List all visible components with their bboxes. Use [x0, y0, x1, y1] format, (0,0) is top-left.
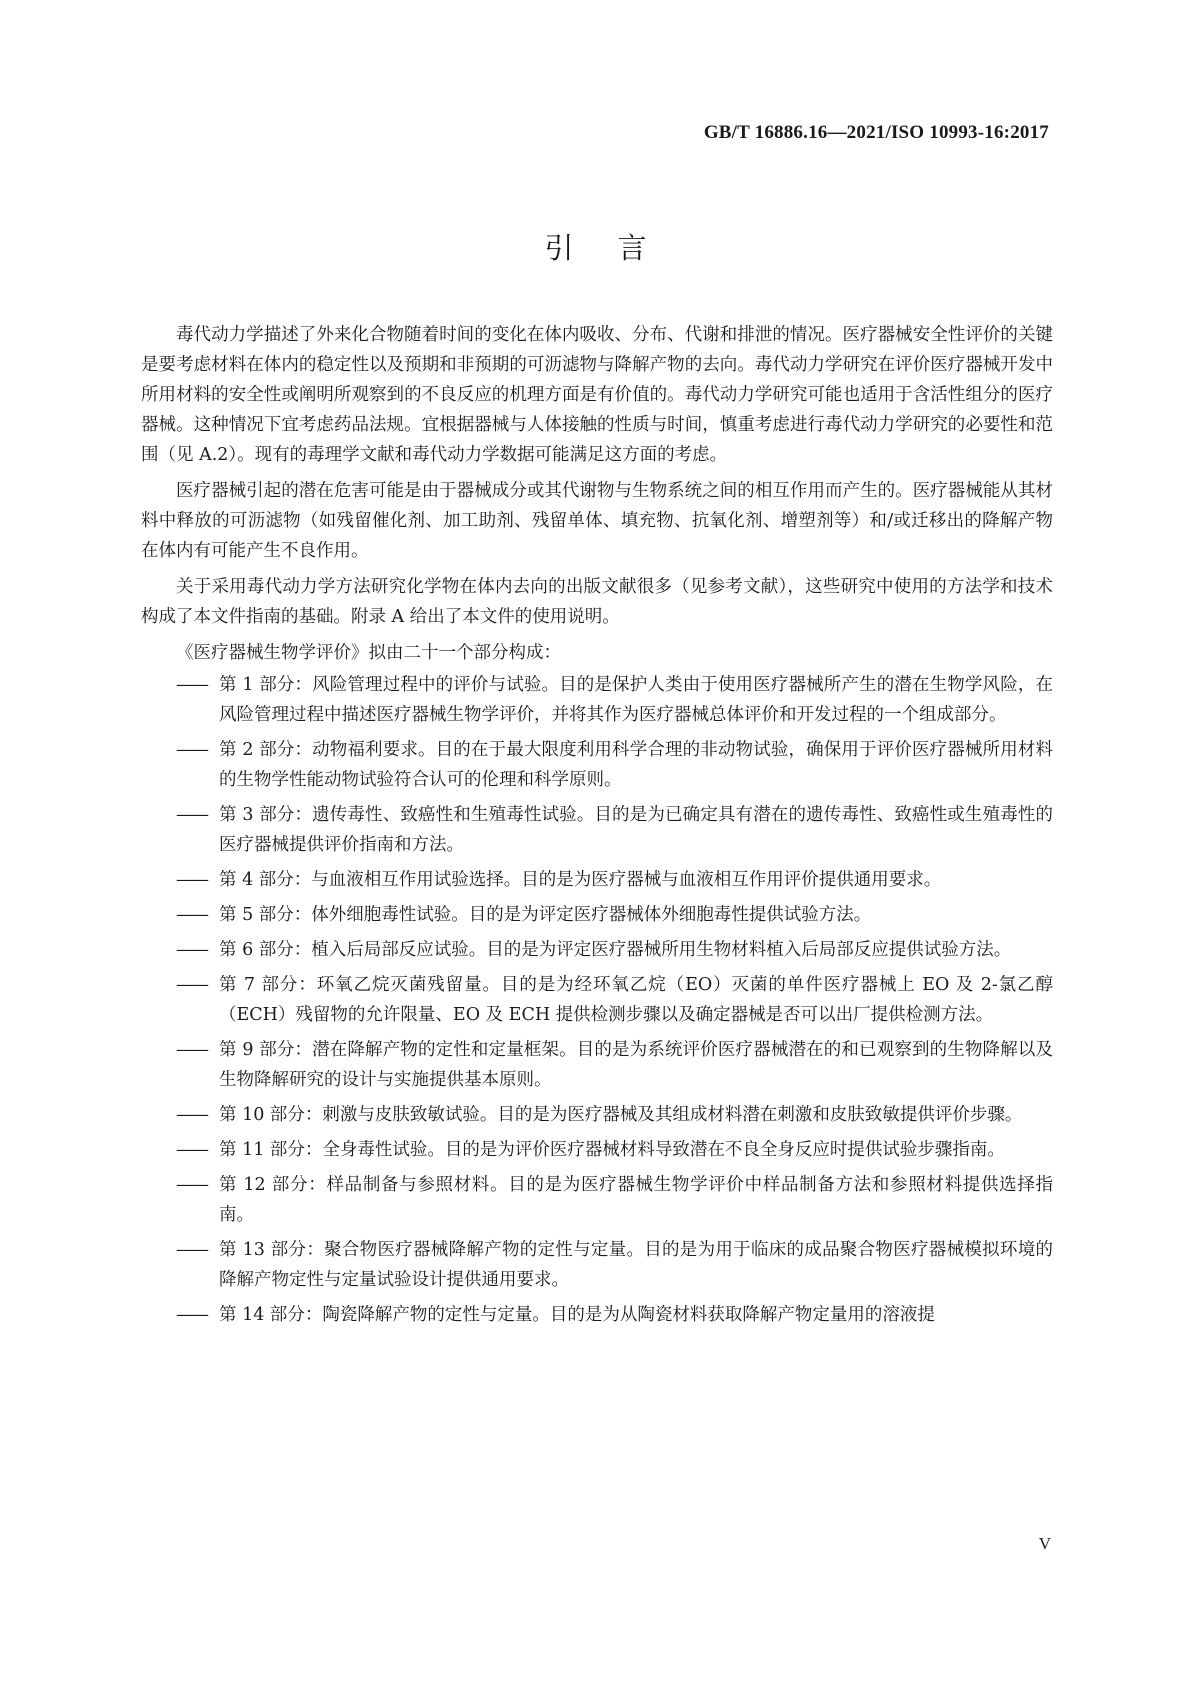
list-item-text: 第 7 部分：环氧乙烷灭菌残留量。目的是为经环氧乙烷（EO）灭菌的单件医疗器械上 EO 及 2-氯乙醇（ECH）残留物的允许限量、EO 及 ECH 提供检测步骤以及确定器械是否可以出厂提供检测方法。 [219, 975, 1053, 1025]
body-text [141, 320, 1053, 1335]
list-item [141, 1300, 1053, 1330]
list-dash: —— [176, 740, 207, 760]
list-item-text: 第 14 部分：陶瓷降解产物的定性与定量。目的是为从陶瓷材料获取降解产物定量用的溶液提 [219, 1305, 935, 1325]
list-item [141, 1100, 1053, 1130]
parts-list [141, 670, 1053, 1330]
list-item [141, 735, 1053, 795]
list-item-text: 第 4 部分：与血液相互作用试验选择。目的是为医疗器械与血液相互作用评价提供通用要求。 [219, 870, 942, 890]
page-number: V [1038, 1534, 1051, 1553]
list-item [141, 800, 1053, 860]
list-item-text: 第 12 部分：样品制备与参照材料。目的是为医疗器械生物学评价中样品制备方法和参照材料提供选择指南。 [219, 1175, 1053, 1225]
list-item-text: 第 13 部分：聚合物医疗器械降解产物的定性与定量。目的是为用于临床的成品聚合物医疗器械模拟环境的降解产物定性与定量试验设计提供通用要求。 [219, 1240, 1053, 1290]
list-item [141, 1135, 1053, 1165]
paragraph: 关于采用毒代动力学方法研究化学物在体内去向的出版文献很多（见参考文献），这些研究中使用的方法学和技术构成了本文件指南的基础。附录 A 给出了本文件的使用说明。 [141, 577, 1053, 627]
list-dash: —— [176, 940, 207, 960]
list-item-text: 第 9 部分：潜在降解产物的定性和定量框架。目的是为系统评价医疗器械潜在的和已观察到的生物降解以及生物降解研究的设计与实施提供基本原则。 [219, 1040, 1053, 1090]
list-dash: —— [176, 675, 207, 695]
paragraph: 《医疗器械生物学评价》拟由二十一个部分构成： [176, 643, 561, 663]
standard-code: GB/T 16886.16—2021/ISO 10993-16:2017 [703, 122, 1049, 143]
list-item [141, 970, 1053, 1030]
list-dash: —— [176, 975, 207, 995]
list-item [141, 1035, 1053, 1095]
list-item-text: 第 10 部分：刺激与皮肤致敏试验。目的是为医疗器械及其组成材料潜在刺激和皮肤致敏提供评价步骤。 [219, 1105, 1023, 1125]
list-item [141, 900, 1053, 930]
page-title: 引言 [544, 231, 691, 265]
list-item-text: 第 3 部分：遗传毒性、致癌性和生殖毒性试验。目的是为已确定具有潜在的遗传毒性、致癌性或生殖毒性的医疗器械提供评价指南和方法。 [219, 805, 1053, 855]
list-item-text: 第 5 部分：体外细胞毒性试验。目的是为评定医疗器械体外细胞毒性提供试验方法。 [219, 905, 872, 925]
list-dash: —— [176, 905, 207, 925]
list-dash: —— [176, 805, 207, 825]
list-dash: —— [176, 1175, 207, 1195]
paragraph: 毒代动力学描述了外来化合物随着时间的变化在体内吸收、分布、代谢和排泄的情况。医疗器械安全性评价的关键是要考虑材料在体内的稳定性以及预期和非预期的可沥滤物与降解产物的去向。毒代动力学研究在评价医疗器械开发中所用材料的安全性或阐明所观察到的不良反应的机理方面是有价值的。毒代动力学研究可能也适用于含活性组分的医疗器械。这种情况下宜考虑药品法规。宜根据器械与人体接触的性质与时间，慎重考虑进行毒代动力学研究的必要性和范围（见 A.2）。现有的毒理学文献和毒代动力学数据可能满足这方面的考虑。 [141, 325, 1053, 465]
list-item-text: 第 6 部分：植入后局部反应试验。目的是为评定医疗器械所用生物材料植入后局部反应提供试验方法。 [219, 940, 1012, 960]
list-item [141, 1170, 1053, 1230]
list-item-text: 第 1 部分：风险管理过程中的评价与试验。目的是保护人类由于使用医疗器械所产生的潜在生物学风险，在风险管理过程中描述医疗器械生物学评价，并将其作为医疗器械总体评价和开发过程的一个组成部分。 [219, 675, 1053, 725]
paragraph: 医疗器械引起的潜在危害可能是由于器械成分或其代谢物与生物系统之间的相互作用而产生的。医疗器械能从其材料中释放的可沥滤物（如残留催化剂、加工助剂、残留单体、填充物、抗氧化剂、增塑剂等）和/或迁移出的降解产物在体内有可能产生不良作用。 [141, 481, 1053, 561]
list-item [141, 1235, 1053, 1295]
list-item [141, 865, 1053, 895]
list-dash: —— [176, 1105, 207, 1125]
list-dash: —— [176, 870, 207, 890]
list-item [141, 670, 1053, 730]
list-dash: —— [176, 1140, 207, 1160]
list-dash: —— [176, 1240, 207, 1260]
list-item-text: 第 11 部分：全身毒性试验。目的是为评价医疗器械材料导致潜在不良全身反应时提供试验步骤指南。 [219, 1140, 1005, 1160]
list-item [141, 935, 1053, 965]
list-item-text: 第 2 部分：动物福利要求。目的在于最大限度利用科学合理的非动物试验，确保用于评价医疗器械所用材料的生物学性能动物试验符合认可的伦理和科学原则。 [219, 740, 1053, 790]
list-dash: —— [176, 1040, 207, 1060]
list-dash: —— [176, 1305, 207, 1325]
